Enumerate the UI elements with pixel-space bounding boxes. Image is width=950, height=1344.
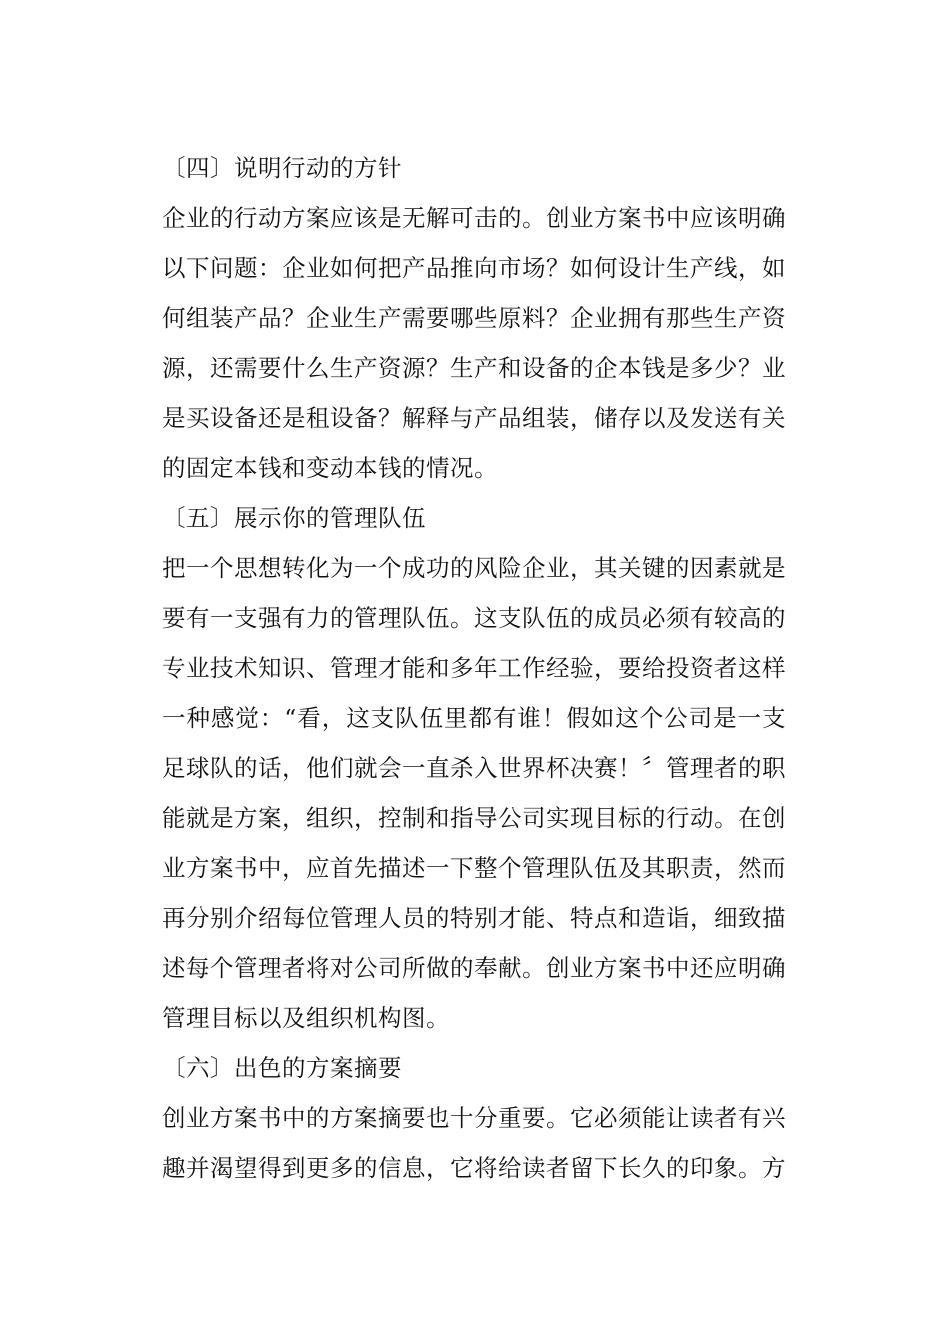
document-body: [162, 143, 786, 1193]
section-heading-5: 〔五〕展示你的管理队伍: [162, 504, 426, 532]
section-paragraph-6: 创业方案书中的方案摘要也十分重要。它必须能让读者有兴趣并渴望得到更多的信息，它将给读者留下长久的印象。方: [162, 1104, 786, 1182]
section-heading-6: 〔六〕出色的方案摘要: [162, 1054, 402, 1082]
section-paragraph-5: 把一个思想转化为一个成功的风险企业，其关键的因素就是要有一支强有力的管理队伍。这支队伍的成员必须有较高的专业技术知识、管理才能和多年工作经验，要给投资者这样一种感觉：“看，这支队伍里都有谁！假如这个公司是一支足球队的话，他们就会一直杀入世界杯决赛！〞管理者的职能就是方案，组织，控制和指导公司实现目标的行动。在创业方案书中，应首先描述一下整个管理队伍及其职责，然而再分别介绍每位管理人员的特别才能、特点和造诣，细致描述每个管理者将对公司所做的奉献。创业方案书中还应明确管理目标以及组织机构图。: [162, 554, 786, 1032]
section-paragraph-4: 企业的行动方案应该是无解可击的。创业方案书中应该明确以下问题：企业如何把产品推向市场？如何设计生产线，如何组装产品？企业生产需要哪些原料？企业拥有那些生产资源，还需要什么生产资源？生产和设备的企本钱是多少？业是买设备还是租设备？解释与产品组装，储存以及发送有关的固定本钱和变动本钱的情况。: [162, 204, 786, 482]
section-heading-4: 〔四〕说明行动的方针: [162, 154, 402, 182]
